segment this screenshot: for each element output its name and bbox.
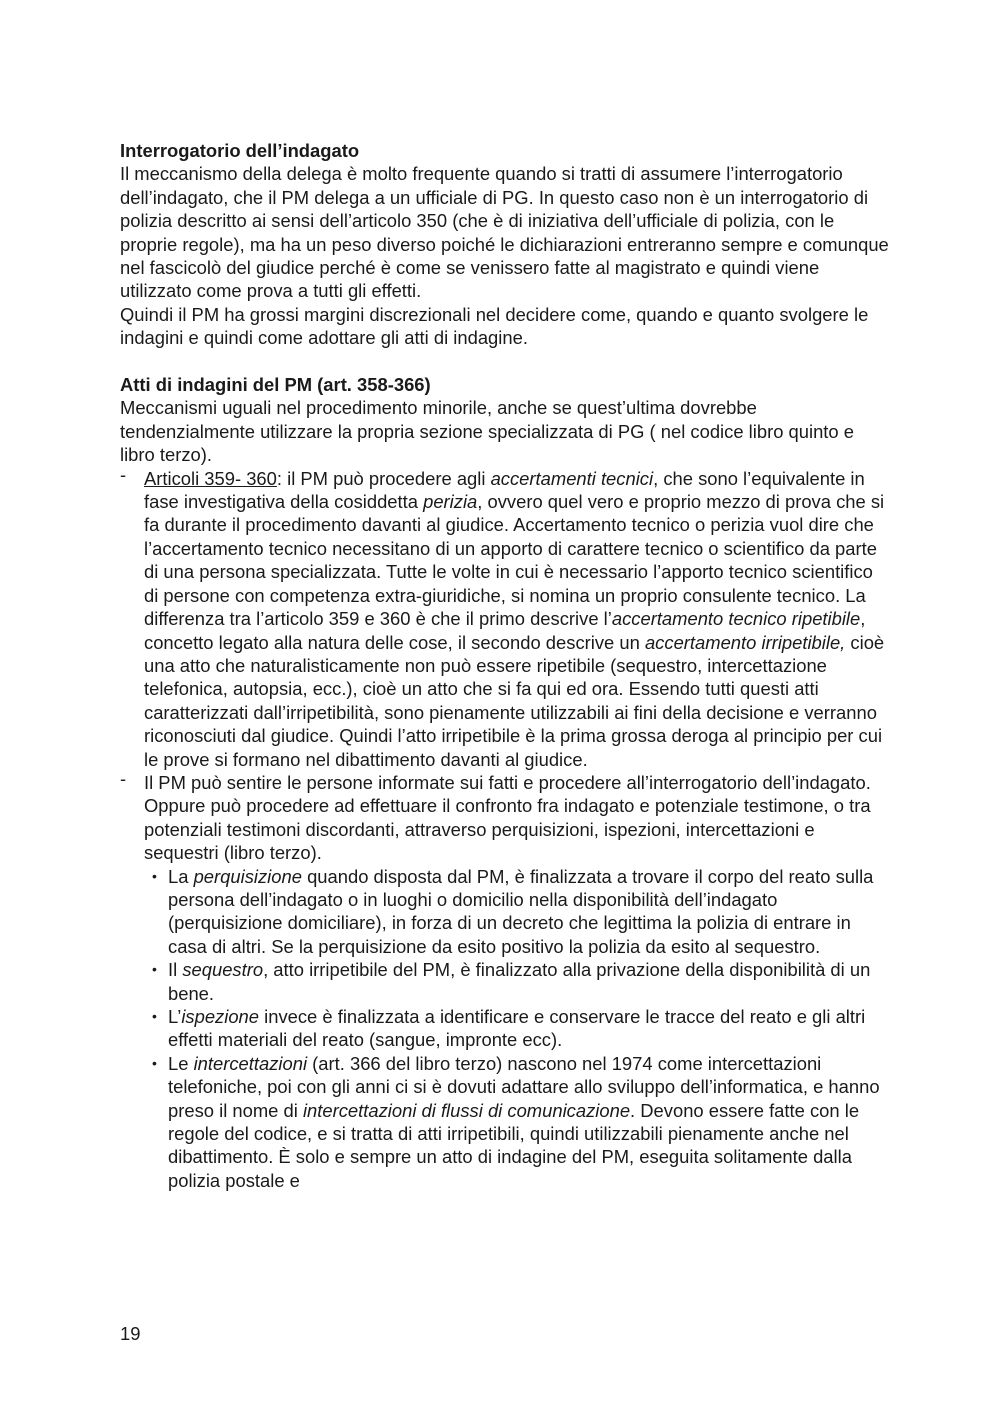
section-heading-atti-indagini: Atti di indagini del PM (art. 358-366): [120, 374, 431, 396]
italic-term: sequestro: [182, 959, 264, 981]
paragraph-meccanismi: Meccanismi uguali nel procedimento minorile, anche se quest’ultima dovrebbe tendenzialmente utilizzare la propria sezione specializzata di PG ( nel codice libro quinto e libro terzo).: [120, 397, 854, 466]
bullet-marker: •: [152, 867, 157, 884]
italic-term: intercettazioni: [193, 1052, 308, 1074]
page-content: [120, 139, 890, 1192]
page-number: 19: [120, 1323, 141, 1344]
text-run: Le: [168, 1052, 194, 1074]
italic-term: perizia: [423, 491, 478, 513]
bullet-item-ispezione: [144, 1005, 890, 1052]
bullet-item-intercettazioni: [144, 1052, 890, 1192]
text-run: Il: [168, 959, 183, 981]
bullet-list: [144, 865, 890, 1193]
italic-term: accertamento tecnico ripetibile: [611, 608, 861, 630]
paragraph-delega: Il meccanismo della delega è molto frequente quando si tratti di assumere l’interrogatorio dell’indagato, che il PM delega a un ufficiale di PG. In questo caso non è un interrogatorio di polizia descritto ai sensi dell’articolo 350 (che è di iniziativa dell’ufficiale di polizia, con le proprie regole), ma ha un peso diverso poiché le dichiarazioni entreranno sempre e comunque nel fascicolò del giudice perché è come se venissero fatte al magistrato e quindi viene utilizzato come prova a tutti gli effetti.: [120, 163, 889, 302]
spacer: [120, 350, 890, 373]
text-run: . Devono essere fatte con le regole del codice, e si tratta di atti irripetibili, quindi utilizzabili pienamente anche nel dibattimento. È solo e sempre un atto di indagine del PM, eseguita solitamente dalla polizia postale e: [168, 1099, 860, 1191]
text-run: , che sono l’equivalente in fase investigativa della cosiddetta: [144, 467, 865, 513]
bullet-item-perquisizione: [144, 865, 890, 959]
text-run: invece è finalizzata a identificare e conservare le tracce del reato e gli altri effetti materiali del reato (sangue, impronte ecc).: [168, 1006, 866, 1051]
italic-term: intercettazioni di flussi di comunicazione: [302, 1099, 631, 1121]
dash-marker: -: [120, 767, 127, 789]
bullet-item-sequestro: [144, 958, 890, 1005]
text-run: Il PM può sentire le persone informate sui fatti e procedere all’interrogatorio dell’indagato. Oppure può procedere ad effettuare il confronto fra indagato e potenziale testimone, o tra potenziali testimoni discordanti, attraverso perquisizioni, ispezioni, intercettazioni e sequestri (libro terzo).: [144, 771, 871, 864]
text-run: , ovvero quel vero e proprio mezzo di prova che si fa durante il procedimento davanti al giudice. Accertamento tecnico o perizia vuol dire che l’accertamento tecnico necessitano di un apporto di carattere tecnico o scientifico da parte di una persona specializzata. Tutte le volte in cui è necessario l’apporto tecnico scientifico di persone con competenza extra-giuridiche, si nomina un proprio consulente tecnico. La differenza tra l’articolo 359 e 360 è che il primo descrive l’: [144, 491, 885, 630]
bullet-marker: •: [152, 961, 157, 978]
italic-term: ispezione: [181, 1006, 260, 1028]
text-run: cioè una atto che naturalisticamente non può essere ripetibile (sequestro, intercettazione telefonica, autopsia, ecc.), cioè un atto che si fa qui ed ora. Essendo tutti questi atti caratterizzati dall’irripetibilità, sono pienamente utilizzabili ai fini della decisione e verranno riconosciuti dal giudice. Quindi l’atto irripetibile è la prima grossa deroga al principio per cui le prove si formano nel dibattimento davanti al giudice.: [144, 631, 885, 770]
section-heading-interrogatorio: Interrogatorio dell’indagato: [120, 140, 360, 161]
text-run: La: [168, 865, 194, 887]
text-run: , atto irripetibile del PM, è finalizzato alla privazione della disponibilità di un bene.: [168, 959, 871, 1004]
text-run: (art. 366 del libro terzo) nascono nel 1974 come intercettazioni telefoniche, poi con gli anni ci si è dovuti adattare allo sviluppo dell’informatica, e hanno preso il nome di: [168, 1052, 880, 1121]
dash-item-persone-informate: [120, 767, 890, 1192]
bullet-marker: •: [152, 1054, 157, 1071]
text-run: : il PM può procedere agli: [276, 467, 491, 489]
text-run: L’: [168, 1006, 182, 1028]
dash-marker: -: [120, 463, 127, 485]
dash-list: [120, 463, 890, 1193]
italic-term: accertamento irripetibile,: [644, 631, 846, 653]
dash-item-accertamenti: [120, 463, 890, 771]
articles-link: Articoli 359- 360: [144, 467, 277, 489]
italic-term: accertamenti tecnici: [490, 467, 654, 489]
paragraph-margini: Quindi il PM ha grossi margini discrezionali nel decidere come, quando e quanto svolgere le indagini e quindi come adottare gli atti di indagine.: [120, 303, 869, 349]
bullet-marker: •: [152, 1008, 157, 1025]
text-run: , concetto legato alla natura delle cose, il secondo descrive un: [144, 608, 866, 653]
italic-term: perquisizione: [193, 865, 302, 887]
text-run: quando disposta dal PM, è finalizzata a trovare il corpo del reato sulla persona dell’indagato o in luoghi o domicilio nella disponibilità dell’indagato (perquisizione domiciliare), in forza di un decreto che legittima la polizia di entrare in casa di altri. Se la perquisizione da esito positivo la polizia da esito al sequestro.: [168, 865, 874, 957]
